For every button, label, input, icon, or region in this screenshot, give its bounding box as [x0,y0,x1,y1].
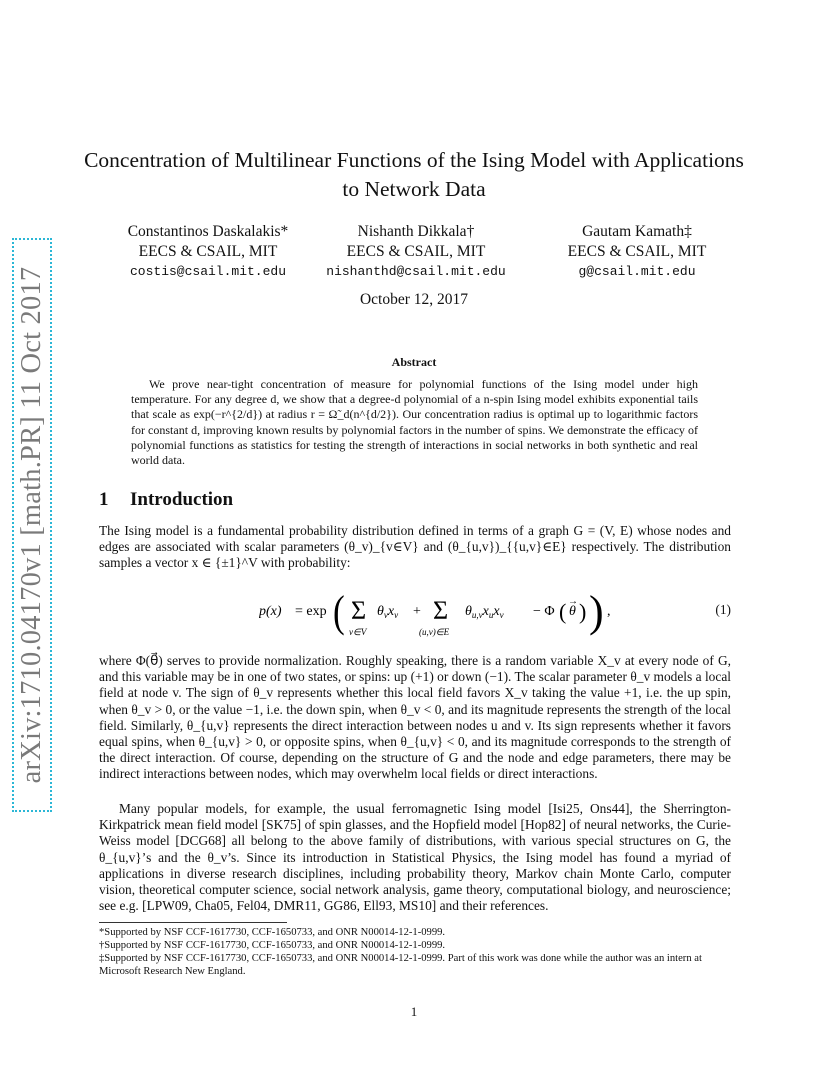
section-title: Introduction [130,489,234,510]
intro-paragraph-3: Many popular models, for example, the usual ferromagnetic Ising model [Isi25, Ons44], the Sherrington-Kirkpatrick mean field model [SK75] of spin glasses, and the Hopfield model [Hop82] of neural networks, the Curie-Weiss model [DCG68] all belong to the above family of distributions, with various special structures on G, the θ_{u,v}’s and the θ_v’s. Since its introduction in Statistical Physics, the Ising model has found a myriad of applications in diverse research disciplines, including probability theory, Markov chain Monte Carlo, computer vision, theoretical computer science, social network analysis, game theory, computational biology, and neuroscience; see e.g. [LPW09, Cha05, Fel04, DMR11, GG86, Ell93, MS10] and their references. [99,801,731,914]
section-heading [99,489,233,511]
intro-paragraph-2: where Φ(θ⃗) serves to provide normalization. Roughly speaking, there is a random variable X_v at every node of G, and this variable may be in one of two states, or spins: up (+1) or down (−1). The scalar parameter θ_v models a local field at node v. The sign of θ_v represents whether this local field favors X_v taking the value +1, i.e. the up spin, when θ_v > 0, or the value −1, i.e. the down spin, when θ_v < 0, and its magnitude represents the strength of the local field. Similarly, θ_{u,v} represents the direct interaction between nodes u and v. Its sign represents whether it favors equal spins, when θ_{u,v} > 0, or opposite spins, when θ_{u,v} < 0, and its magnitude corresponds to the strength of the direct interaction. Of course, depending on the structure of G and the node and edge parameters, there may be indirect interactions between nodes, which may overwhelm local fields or direct interactions. [99,653,731,782]
svg-text:+: + [413,604,421,619]
svg-text:): ) [579,599,587,624]
svg-text:→: → [568,596,578,607]
svg-text:θu,vxuxv: $\theta_{u,v}x_ux_v$ [465,604,504,620]
svg-text:(u,v)∈E: (u,v)∈E [419,627,450,637]
footnote-3: ‡Supported by NSF CCF-1617730, CCF-1650733, and ONR N00014-12-1-0999. Part of this work was done while the author was an intern at Microsoft Research New England. [99,953,702,978]
svg-text:): ) [589,587,604,636]
section-number: 1 [99,489,109,510]
abstract-text: We prove near-tight concentration of measure for polynomial functions of the Ising model under high temperature. For any degree d, we show that a degree-d polynomial of a n-spin Ising model exhibits exponential tails that scale as exp(−r^{2/d}) at radius r = Ω̃_d(n^{d/2}). Our concentration radius is optimal up to logarithmic factors for constant d, improving known results by polynomial factors in the number of spins. We demonstrate the efficacy of polynomial functions as statistics for testing the strength of interactions in social networks in both synthetic and real world data. [131,377,698,468]
arxiv-stamp [12,238,52,812]
author-affiliation: EECS & CSAIL, MIT [567,243,707,260]
svg-text:,: , [607,604,611,619]
equation-formula [259,586,679,642]
paper-title: Concentration of Multilinear Functions of the Ising Model with Applications to Network Data [84,148,744,201]
abstract-heading: Abstract [391,355,437,369]
author-name: Nishanth Dikkala† [357,223,475,240]
svg-text:(: ( [559,599,567,624]
author-email: g@csail.mit.edu [578,264,696,279]
page-number: 1 [410,1004,418,1019]
author-name: Constantinos Daskalakis* [127,223,289,240]
svg-text:Σ: Σ [351,596,367,625]
footnote-2: †Supported by NSF CCF-1617730, CCF-1650733, and ONR N00014-12-1-0999. [99,940,446,951]
svg-text:v∈V: v∈V [349,627,367,637]
author-affiliation: EECS & CSAIL, MIT [138,243,278,260]
intro-paragraph-1: The Ising model is a fundamental probability distribution defined in terms of a graph G = (V, E) whose nodes and edges are associated with scalar parameters (θ_v)_{v∈V} and (θ_{u,v})_{{u,v}∈E} respectively. The distribution samples a vector x ∈ {±1}^V with probability: [99,523,731,571]
equation-1 [99,586,731,642]
equation-label: (1) [715,602,731,617]
author-block-2 [318,222,514,282]
author-block-3 [542,222,732,282]
svg-text:θ: θ [569,604,576,619]
svg-text:= exp: = exp [295,604,327,619]
footnote-1: *Supported by NSF CCF-1617730, CCF-1650733, and ONR N00014-12-1-0999. [99,927,446,938]
svg-text:θvxv: $\theta_vx_v$ [377,604,399,620]
svg-text:− Φ: − Φ [533,604,555,619]
author-name: Gautam Kamath‡ [582,223,692,240]
author-email: nishanthd@csail.mit.edu [326,264,506,279]
svg-text:Σ: Σ [433,596,449,625]
author-email: costis@csail.mit.edu [129,264,287,279]
svg-text:p(x): p(x) [259,604,282,619]
paper-date: October 12, 2017 [359,291,469,308]
arxiv-identifier: arXiv:1710.04170v1 [math.PR] 11 Oct 2017 [16,266,47,784]
svg-text:(: ( [333,586,345,636]
author-block-1 [108,222,308,282]
footnote-rule [99,922,287,923]
author-affiliation: EECS & CSAIL, MIT [346,243,486,260]
